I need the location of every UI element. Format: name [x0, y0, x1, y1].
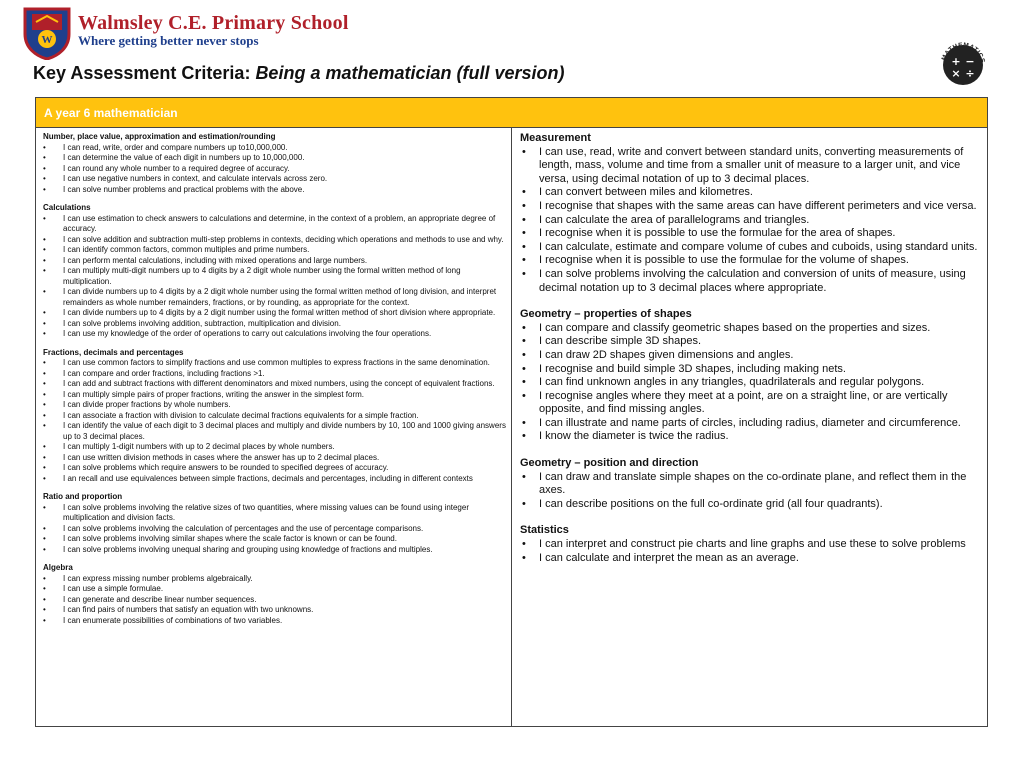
- page-title: [33, 63, 565, 84]
- criteria-item: • I recognise that shapes with the same areas can have different perimeters and vice versa.: [520, 200, 981, 214]
- criteria-section: [520, 132, 981, 295]
- criteria-section: [43, 132, 507, 195]
- school-name: Walmsley C.E. Primary School: [78, 12, 349, 34]
- criteria-item: • I can determine the value of each digit in numbers up to 10,000,000.: [43, 153, 507, 164]
- criteria-item: • I can enumerate possibilities of combinations of two variables.: [43, 616, 507, 627]
- criteria-item: • I can multiply simple pairs of proper fractions, writing the answer in the simplest form.: [43, 390, 507, 401]
- badge-plus: +: [951, 55, 961, 68]
- section-title: Fractions, decimals and percentages: [43, 347, 184, 357]
- right-column: [512, 128, 987, 726]
- criteria-item: • I can illustrate and name parts of circles, including radius, diameter and circumference.: [520, 417, 981, 431]
- criteria-item: • I can solve addition and subtraction multi-step problems in contexts, deciding which operations and methods to use and why.: [43, 235, 507, 246]
- criteria-item: • I can multiply multi-digit numbers up to 4 digits by a 2 digit whole number using the formal written method of long multiplication.: [43, 266, 507, 287]
- section-title: Geometry – position and direction: [520, 457, 699, 470]
- criteria-section: [520, 524, 981, 565]
- crest-letter: W: [41, 34, 53, 46]
- criteria-section: [43, 203, 507, 340]
- criteria-section: [520, 308, 981, 444]
- left-column: [36, 128, 512, 726]
- criteria-item: • I can draw 2D shapes given dimensions and angles.: [520, 349, 981, 363]
- criteria-item: • I can find pairs of numbers that satisfy an equation with two unknowns.: [43, 605, 507, 616]
- criteria-list: [520, 538, 981, 565]
- criteria-list: [43, 358, 507, 484]
- section-title: Calculations: [43, 203, 91, 212]
- criteria-item: • I can use my knowledge of the order of operations to carry out calculations involving the four operations.: [43, 329, 507, 340]
- criteria-item: • I can perform mental calculations, including with mixed operations and large numbers.: [43, 256, 507, 267]
- badge-minus: −: [965, 55, 975, 68]
- criteria-item: • I can generate and describe linear number sequences.: [43, 595, 507, 606]
- criteria-item: • I can use common factors to simplify fractions and use common multiples to express fractions in the same denomination.: [43, 358, 507, 369]
- section-title: Ratio and proportion: [43, 492, 123, 501]
- mathematics-badge-icon: [936, 38, 990, 92]
- criteria-section: [520, 457, 981, 511]
- criteria-item: • I can divide numbers up to 4 digits by a 2 digit number using the formal written method of short division where appropriate.: [43, 308, 507, 319]
- criteria-item: • I can calculate, estimate and compare volume of cubes and cuboids, using standard units.: [520, 241, 981, 255]
- criteria-item: • I an recall and use equivalences between simple fractions, decimals and percentages, including in different contexts: [43, 474, 507, 485]
- criteria-list: [43, 574, 507, 627]
- criteria-section: [43, 348, 507, 485]
- criteria-item: • I can use written division methods in cases where the answer has up to 2 decimal places.: [43, 453, 507, 464]
- school-motto: Where getting better never stops: [78, 33, 259, 48]
- page-title-sub: Being a mathematician (full version): [255, 63, 565, 83]
- criteria-item: • I can multiply 1-digit numbers with up to 2 decimal places by whole numbers.: [43, 442, 507, 453]
- criteria-item: • I can associate a fraction with division to calculate decimal fractions equivalents for a simple fraction.: [43, 411, 507, 422]
- criteria-item: • I can use negative numbers in context, and calculate intervals across zero.: [43, 174, 507, 185]
- criteria-item: • I can describe simple 3D shapes.: [520, 335, 981, 349]
- criteria-item: • I can solve problems involving the calculation of percentages and the use of percentage comparisons.: [43, 524, 507, 535]
- criteria-item: • I can compare and classify geometric shapes based on the properties and sizes.: [520, 322, 981, 336]
- criteria-list: [43, 143, 507, 196]
- criteria-list: [520, 322, 981, 444]
- criteria-item: • I can draw and translate simple shapes on the co-ordinate plane, and reflect them in the axes.: [520, 471, 981, 498]
- criteria-item: • I can convert between miles and kilometres.: [520, 186, 981, 200]
- criteria-item: • I can describe positions on the full co-ordinate grid (all four quadrants).: [520, 498, 981, 512]
- criteria-item: • I can use a simple formulae.: [43, 584, 507, 595]
- criteria-item: • I can calculate and interpret the mean as an average.: [520, 552, 981, 566]
- criteria-item: • I can identify common factors, common multiples and prime numbers.: [43, 245, 507, 256]
- criteria-item: • I can solve problems which require answers to be rounded to specified degrees of accuracy.: [43, 463, 507, 474]
- page-title-main: Key Assessment Criteria:: [33, 63, 256, 83]
- criteria-panel: [35, 97, 988, 727]
- badge-divide: ÷: [965, 67, 975, 80]
- school-crest-icon: [22, 6, 72, 60]
- criteria-item: • I can solve problems involving the relative sizes of two quantities, where missing values can be found using integer multiplication and division facts.: [43, 503, 507, 524]
- criteria-item: • I recognise and build simple 3D shapes, including making nets.: [520, 363, 981, 377]
- criteria-list: [43, 214, 507, 340]
- criteria-item: • I can round any whole number to a required degree of accuracy.: [43, 164, 507, 175]
- criteria-item: • I recognise when it is possible to use the formulae for the volume of shapes.: [520, 254, 981, 268]
- criteria-item: • I can add and subtract fractions with different denominators and mixed numbers, using the concept of equivalent fractions.: [43, 379, 507, 390]
- criteria-item: • I can compare and order fractions, including fractions >1.: [43, 369, 507, 380]
- criteria-item: • I can use, read, write and convert between standard units, converting measurements of length, mass, volume and time from a smaller unit of measure to a larger unit, and vice versa, using decimal notation of up to 3 decimal places.: [520, 146, 981, 187]
- criteria-item: • I can solve problems involving the calculation and conversion of units of measure, using decimal notation up to 3 decimal places where appropriate.: [520, 268, 981, 295]
- badge-label: MATHEMATICS: [940, 41, 986, 64]
- criteria-item: • I can solve problems involving addition, subtraction, multiplication and division.: [43, 319, 507, 330]
- criteria-item: • I recognise when it is possible to use the formulae for the area of shapes.: [520, 227, 981, 241]
- criteria-item: • I can solve problems involving unequal sharing and grouping using knowledge of fractions and multiples.: [43, 545, 507, 556]
- criteria-item: • I can divide proper fractions by whole numbers.: [43, 400, 507, 411]
- section-title: Algebra: [43, 563, 73, 572]
- criteria-item: • I can divide numbers up to 4 digits by a 2 digit whole number using the formal written method of long division, and interpret remainders as whole number remainders, fractions, or by rounding, as appropriate for the context.: [43, 287, 507, 308]
- criteria-item: • I can solve problems involving similar shapes where the scale factor is known or can be found.: [43, 534, 507, 545]
- criteria-section: [43, 492, 507, 555]
- criteria-section: [43, 563, 507, 626]
- criteria-list: [43, 503, 507, 556]
- criteria-list: [520, 471, 981, 512]
- criteria-item: • I recognise angles where they meet at a point, are on a straight line, or are vertically opposite, and find missing angles.: [520, 390, 981, 417]
- panel-heading: A year 6 mathematician: [44, 106, 178, 120]
- criteria-item: • I can interpret and construct pie charts and line graphs and use these to solve problems: [520, 538, 981, 552]
- criteria-item: • I can solve number problems and practical problems with the above.: [43, 185, 507, 196]
- criteria-list: [520, 146, 981, 296]
- criteria-item: • I can use estimation to check answers to calculations and determine, in the context of a problem, an appropriate degree of accuracy.: [43, 214, 507, 235]
- criteria-item: • I can find unknown angles in any triangles, quadrilaterals and regular polygons.: [520, 376, 981, 390]
- criteria-item: • I can read, write, order and compare numbers up to10,000,000.: [43, 143, 507, 154]
- section-title: Statistics: [520, 524, 569, 537]
- criteria-item: • I know the diameter is twice the radius.: [520, 430, 981, 444]
- section-title: Geometry – properties of shapes: [520, 308, 692, 321]
- panel-header: [36, 98, 987, 128]
- criteria-item: • I can identify the value of each digit to 3 decimal places and multiply and divide numbers by 10, 100 and 1000 giving answers up to 3 decimal places.: [43, 421, 507, 442]
- section-title: Number, place value, approximation and estimation/rounding: [43, 132, 276, 141]
- criteria-item: • I can express missing number problems algebraically.: [43, 574, 507, 585]
- section-title: Measurement: [520, 132, 591, 144]
- criteria-item: • I can calculate the area of parallelograms and triangles.: [520, 214, 981, 228]
- badge-times: ×: [951, 67, 961, 80]
